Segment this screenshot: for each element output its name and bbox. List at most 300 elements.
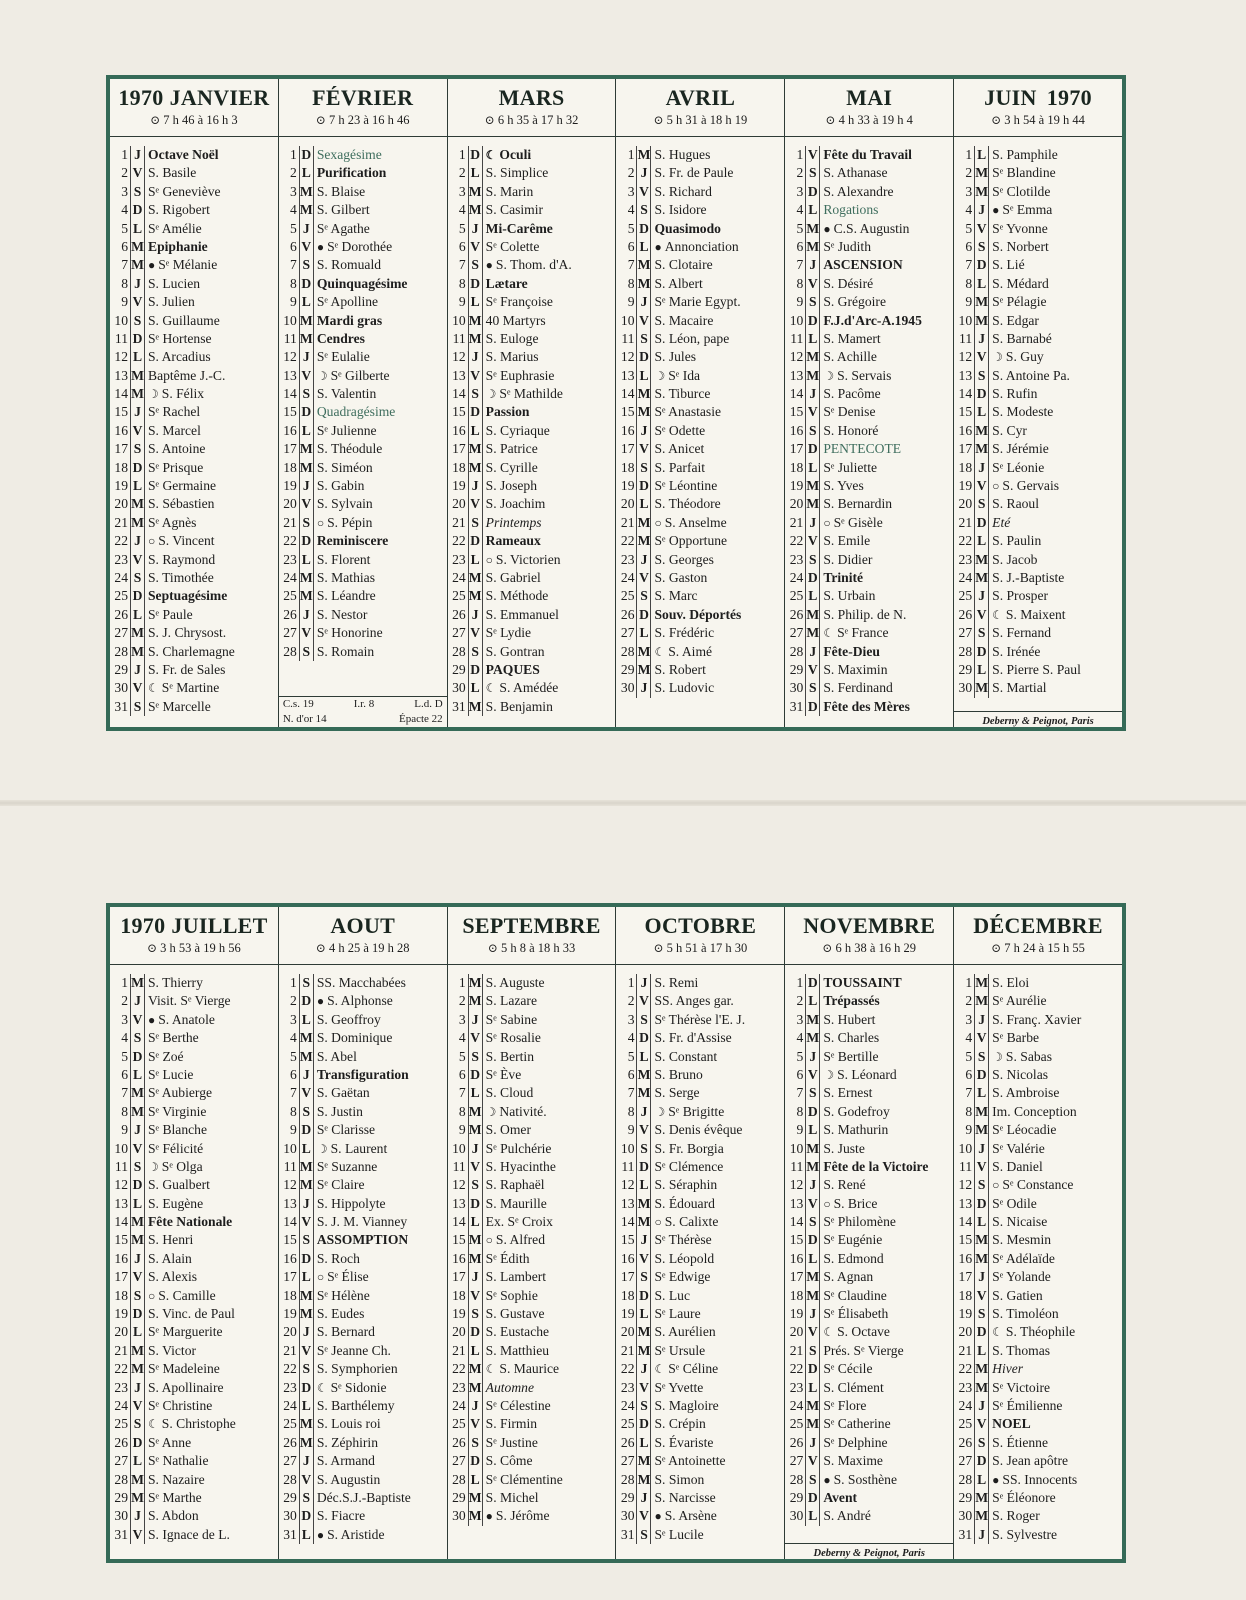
saint-text: S. Cyr (992, 422, 1027, 438)
day-number: 14 (785, 1213, 806, 1231)
weekday-letter: V (637, 1379, 651, 1397)
saint-text: NOEL (992, 1416, 1031, 1432)
day-row (616, 1397, 784, 1415)
saint-name (314, 385, 447, 403)
weekday-letter: M (975, 1250, 989, 1268)
day-number: 23 (110, 1379, 131, 1397)
saint-text: Sᵉ Colette (485, 238, 540, 254)
day-row (954, 164, 1122, 182)
saint-text: Sᵉ Thérèse (654, 1232, 712, 1248)
day-number: 12 (954, 348, 975, 366)
weekday-letter: V (975, 1029, 989, 1047)
saint-text: S. Mamert (823, 330, 881, 346)
day-number: 8 (279, 275, 300, 293)
saint-name (483, 514, 616, 532)
saint-name (989, 643, 1122, 661)
day-row (616, 1084, 784, 1102)
day-row (279, 1213, 447, 1231)
day-number: 17 (954, 440, 975, 458)
weekday-letter: D (300, 275, 314, 293)
day-number: 20 (448, 495, 469, 513)
weekday-letter: J (469, 220, 483, 238)
saint-name (483, 440, 616, 458)
saint-name (314, 1048, 447, 1066)
saint-name (145, 312, 278, 330)
day-row (448, 422, 616, 440)
day-number: 20 (279, 495, 300, 513)
month-header (785, 907, 953, 965)
day-number: 29 (954, 1489, 975, 1507)
weekday-letter: J (469, 1397, 483, 1415)
day-row (279, 1342, 447, 1360)
day-list (954, 137, 1122, 709)
day-number: 27 (448, 1452, 469, 1470)
day-number: 31 (954, 1526, 975, 1544)
weekday-letter: L (637, 495, 651, 513)
weekday-letter: M (637, 1213, 651, 1231)
saint-name (651, 477, 784, 495)
day-number: 26 (110, 606, 131, 624)
day-row (110, 1084, 278, 1102)
saint-name (651, 606, 784, 624)
saint-name (820, 1084, 953, 1102)
saint-text: S. Rigobert (148, 202, 210, 218)
saint-text: S. Basile (148, 165, 197, 181)
day-row (616, 293, 784, 311)
weekday-letter: M (637, 1195, 651, 1213)
day-row (616, 1526, 784, 1544)
day-row (785, 1434, 953, 1452)
weekday-letter: J (637, 1103, 651, 1121)
saint-name (145, 1305, 278, 1323)
weekday-letter: J (637, 164, 651, 182)
day-number: 28 (110, 1471, 131, 1489)
sun-times: 5 h 31 à 18 h 19 (666, 113, 748, 127)
day-row (616, 422, 784, 440)
day-row (448, 459, 616, 477)
saint-text: S. Constant (654, 1048, 718, 1064)
weekday-letter: L (300, 293, 314, 311)
day-row (954, 403, 1122, 421)
weekday-letter: D (469, 532, 483, 550)
weekday-letter: L (975, 275, 989, 293)
saint-text: S. Sosthène (833, 1471, 898, 1487)
saint-text: S. Mesmin (992, 1232, 1052, 1248)
saint-text: S. Justin (316, 1103, 363, 1119)
saint-name (651, 1213, 784, 1231)
day-list (616, 965, 784, 1559)
day-row (616, 643, 784, 661)
weekday-letter: J (469, 348, 483, 366)
saint-name (820, 569, 953, 587)
day-row (616, 385, 784, 403)
saint-text: S. Pépin (327, 514, 373, 530)
months-grid-top (110, 79, 1122, 727)
saint-text: Mardi gras (316, 312, 383, 328)
weekday-letter: S (637, 459, 651, 477)
day-number: 15 (448, 403, 469, 421)
weekday-letter: L (637, 367, 651, 385)
day-number: 19 (110, 1305, 131, 1323)
day-row (954, 1305, 1122, 1323)
saint-text: S. Arsène (664, 1508, 717, 1524)
saint-name (820, 514, 953, 532)
month-header (954, 79, 1122, 137)
day-row (954, 1029, 1122, 1047)
weekday-letter: M (131, 643, 145, 661)
day-number: 8 (785, 275, 806, 293)
sun-times: 7 h 46 à 16 h 3 (163, 113, 238, 127)
day-number: 24 (279, 569, 300, 587)
saint-name (989, 1342, 1122, 1360)
day-number: 1 (279, 974, 300, 992)
saint-text: S. Simplice (485, 165, 549, 181)
day-number: 18 (279, 459, 300, 477)
weekday-letter: J (806, 1305, 820, 1323)
weekday-letter: S (469, 385, 483, 403)
saint-name (989, 1084, 1122, 1102)
weekday-letter: L (469, 1471, 483, 1489)
day-number: 13 (616, 1195, 637, 1213)
day-row (110, 1379, 278, 1397)
saint-name (483, 1489, 616, 1507)
saint-name (483, 1415, 616, 1433)
saint-text: S. Barnabé (992, 330, 1052, 346)
day-number: 20 (785, 495, 806, 513)
saint-name (483, 1103, 616, 1121)
weekday-letter: L (637, 624, 651, 642)
day-row (448, 1011, 616, 1029)
weekday-letter: M (469, 1379, 483, 1397)
month-column (110, 907, 278, 1559)
saint-text: S. Étienne (992, 1434, 1049, 1450)
saint-text: Sᵉ Eugénie (823, 1232, 883, 1248)
day-number: 13 (954, 1195, 975, 1213)
day-row (110, 1342, 278, 1360)
day-number: 30 (954, 679, 975, 697)
saint-text: S. Urbain (823, 588, 876, 604)
saint-name (483, 569, 616, 587)
weekday-letter: L (806, 330, 820, 348)
day-number: 2 (785, 992, 806, 1010)
sun-times: 6 h 38 à 16 h 29 (835, 941, 917, 955)
saint-name (651, 679, 784, 697)
moon-phase-icon: ☾ (485, 148, 497, 162)
saint-name (820, 183, 953, 201)
weekday-letter: V (975, 606, 989, 624)
saint-name (483, 256, 616, 274)
saint-text: S. Léonard (837, 1066, 897, 1082)
saint-text: S. Siméon (316, 459, 373, 475)
month-title (954, 913, 1122, 939)
saint-name (989, 164, 1122, 182)
day-number: 21 (616, 1342, 637, 1360)
saint-text: S. Yves (823, 478, 864, 494)
saint-name (651, 146, 784, 164)
saint-name (820, 606, 953, 624)
day-row (954, 974, 1122, 992)
weekday-letter: L (300, 1011, 314, 1029)
saint-text: Sᵉ Lucie (148, 1066, 194, 1082)
weekday-letter: L (300, 1140, 314, 1158)
saint-name (314, 1268, 447, 1286)
day-number: 21 (785, 514, 806, 532)
saint-text: S. Théodore (654, 496, 721, 512)
saint-text: Sᵉ Pélagie (992, 294, 1047, 310)
saint-name (314, 643, 447, 661)
day-number: 23 (785, 551, 806, 569)
day-row (110, 661, 278, 679)
sunrise-sunset (279, 941, 447, 956)
saint-name (145, 679, 278, 697)
day-row (616, 1471, 784, 1489)
saint-name (820, 1379, 953, 1397)
day-row (954, 1434, 1122, 1452)
weekday-letter: M (806, 624, 820, 642)
day-row (279, 238, 447, 256)
saint-name (651, 551, 784, 569)
saint-name (145, 1066, 278, 1084)
weekday-letter: M (469, 1103, 483, 1121)
day-row (448, 385, 616, 403)
saint-name (314, 164, 447, 182)
weekday-letter: S (806, 422, 820, 440)
saint-name (820, 1489, 953, 1507)
saint-text: PAQUES (485, 661, 540, 677)
day-row (448, 1379, 616, 1397)
month-header (448, 907, 616, 965)
day-row (110, 1011, 278, 1029)
weekday-letter: M (975, 1121, 989, 1139)
saint-text: Baptême J.-C. (148, 367, 226, 383)
day-number: 19 (616, 477, 637, 495)
saint-text: S. Athanase (823, 165, 888, 181)
saint-text: S. Maurille (485, 1195, 547, 1211)
day-number: 16 (448, 1250, 469, 1268)
weekday-letter: M (975, 1360, 989, 1378)
day-number: 27 (785, 1452, 806, 1470)
weekday-letter: L (637, 1305, 651, 1323)
moon-phase-icon: ○ (654, 1215, 662, 1230)
weekday-letter: J (131, 1507, 145, 1525)
printer-credit: Deberny & Peignot, Paris (954, 711, 1122, 727)
saint-text: S. Édouard (654, 1195, 715, 1211)
day-number: 22 (954, 532, 975, 550)
day-number: 11 (279, 330, 300, 348)
weekday-letter: V (637, 440, 651, 458)
saint-text: Sᵉ Lydie (485, 625, 532, 641)
day-number: 3 (785, 1011, 806, 1029)
saint-text: S. Aurélien (654, 1324, 716, 1340)
saint-name (483, 1121, 616, 1139)
weekday-letter: M (131, 367, 145, 385)
saint-name (314, 183, 447, 201)
moon-phase-icon: ○ (992, 479, 1000, 494)
day-number: 13 (448, 1195, 469, 1213)
saint-text: S. Théophile (1005, 1324, 1076, 1340)
day-row (616, 348, 784, 366)
weekday-letter: J (806, 514, 820, 532)
saint-text: Sᵉ Marie Egypt. (654, 294, 741, 310)
day-number: 18 (616, 459, 637, 477)
saint-name (145, 146, 278, 164)
saint-text: S. J. Chrysost. (148, 625, 227, 641)
saint-name (314, 220, 447, 238)
saint-text: Quinquagésime (316, 275, 408, 291)
saint-name (314, 569, 447, 587)
day-number: 15 (954, 1231, 975, 1249)
weekday-letter: S (131, 1158, 145, 1176)
day-row (785, 1268, 953, 1286)
day-row (110, 974, 278, 992)
saint-name (989, 624, 1122, 642)
saint-text: S. Marc (654, 588, 698, 604)
day-number: 31 (448, 698, 469, 716)
footnote-line (283, 712, 443, 727)
saint-text: S. Norbert (992, 238, 1049, 254)
saint-text: Sᵉ Claire (316, 1177, 365, 1193)
day-number: 27 (616, 624, 637, 642)
day-number: 4 (954, 1029, 975, 1047)
saint-name (651, 1084, 784, 1102)
day-number: 8 (448, 1103, 469, 1121)
saint-name (989, 1029, 1122, 1047)
day-number: 13 (279, 367, 300, 385)
day-row (954, 1195, 1122, 1213)
saint-name (989, 1471, 1122, 1489)
weekday-letter: V (975, 1287, 989, 1305)
saint-name (314, 1231, 447, 1249)
day-row (785, 1231, 953, 1249)
weekday-letter: M (806, 495, 820, 513)
weekday-letter: J (975, 1268, 989, 1286)
weekday-letter: L (637, 1048, 651, 1066)
weekday-letter: S (806, 1471, 820, 1489)
saint-name (651, 1471, 784, 1489)
day-row (448, 1287, 616, 1305)
saint-name (145, 440, 278, 458)
saint-name (314, 1305, 447, 1323)
moon-phase-icon: ☾ (992, 1325, 1003, 1340)
saint-text: Purification (316, 165, 387, 181)
day-number: 14 (110, 385, 131, 403)
weekday-letter: M (975, 440, 989, 458)
saint-text: S. Remi (654, 975, 699, 990)
day-row (616, 1103, 784, 1121)
saint-text: Trinité (823, 569, 864, 585)
day-row (110, 403, 278, 421)
saint-text: S. Désiré (823, 275, 874, 291)
weekday-letter: V (131, 293, 145, 311)
saint-text: S. Marius (485, 349, 539, 365)
day-number: 6 (110, 1066, 131, 1084)
saint-text: S. Blaise (316, 183, 366, 199)
day-row (448, 312, 616, 330)
saint-text: S. Maximin (823, 661, 888, 677)
day-number: 10 (954, 312, 975, 330)
day-number: 22 (110, 1360, 131, 1378)
day-number: 21 (110, 1342, 131, 1360)
saint-text: S. Modeste (992, 404, 1054, 420)
day-number: 29 (616, 1489, 637, 1507)
day-row (785, 459, 953, 477)
day-number: 11 (279, 1158, 300, 1176)
day-row (110, 256, 278, 274)
day-row (785, 992, 953, 1010)
weekday-letter: M (806, 1011, 820, 1029)
saint-text: Sᵉ Léonie (992, 459, 1045, 475)
day-number: 4 (785, 201, 806, 219)
day-number: 7 (448, 1084, 469, 1102)
saint-name (651, 385, 784, 403)
saint-name (820, 238, 953, 256)
saint-name (989, 1250, 1122, 1268)
saint-name (145, 1250, 278, 1268)
saint-text: S. Jean apôtre (992, 1453, 1069, 1469)
weekday-letter: L (975, 403, 989, 421)
saint-name (483, 606, 616, 624)
saint-text: Sᵉ Sabine (485, 1011, 538, 1027)
weekday-letter: M (469, 1489, 483, 1507)
day-number: 18 (616, 1287, 637, 1305)
day-number: 2 (110, 164, 131, 182)
saint-text: S. Henri (148, 1232, 194, 1248)
saint-name (145, 238, 278, 256)
weekday-letter: V (300, 1213, 314, 1231)
day-number: 22 (616, 532, 637, 550)
day-number: 3 (954, 183, 975, 201)
weekday-letter: M (469, 1507, 483, 1525)
day-row (785, 146, 953, 164)
month-column (278, 79, 447, 727)
day-number: 19 (616, 1305, 637, 1323)
day-row (954, 551, 1122, 569)
saint-name (145, 1011, 278, 1029)
day-row (279, 1066, 447, 1084)
day-row (110, 1489, 278, 1507)
weekday-letter: V (975, 220, 989, 238)
weekday-letter: J (637, 679, 651, 697)
day-number: 19 (785, 1305, 806, 1323)
day-number: 21 (785, 1342, 806, 1360)
weekday-letter: D (975, 1452, 989, 1470)
month-name: JUIN (984, 85, 1037, 110)
day-number: 14 (954, 1213, 975, 1231)
day-row (448, 1250, 616, 1268)
saint-name (483, 275, 616, 293)
day-row (110, 146, 278, 164)
month-name: JANVIER (169, 85, 270, 110)
day-row (616, 275, 784, 293)
saint-name (145, 275, 278, 293)
day-row (616, 1140, 784, 1158)
saint-text: Sᵉ Yolande (992, 1269, 1051, 1285)
saint-text: S. Nicaise (992, 1214, 1048, 1230)
day-number: 12 (448, 348, 469, 366)
saint-name (314, 1526, 447, 1544)
day-row (110, 679, 278, 697)
weekday-letter: M (469, 330, 483, 348)
saint-text: Sᵉ Clémence (654, 1158, 724, 1174)
weekday-letter: D (300, 532, 314, 550)
saint-text: S. Charlemagne (148, 643, 235, 659)
weekday-letter: S (131, 1415, 145, 1433)
day-row (110, 1452, 278, 1470)
saint-name (314, 238, 447, 256)
saint-name (651, 164, 784, 182)
saint-name (483, 1323, 616, 1341)
day-number: 4 (616, 201, 637, 219)
